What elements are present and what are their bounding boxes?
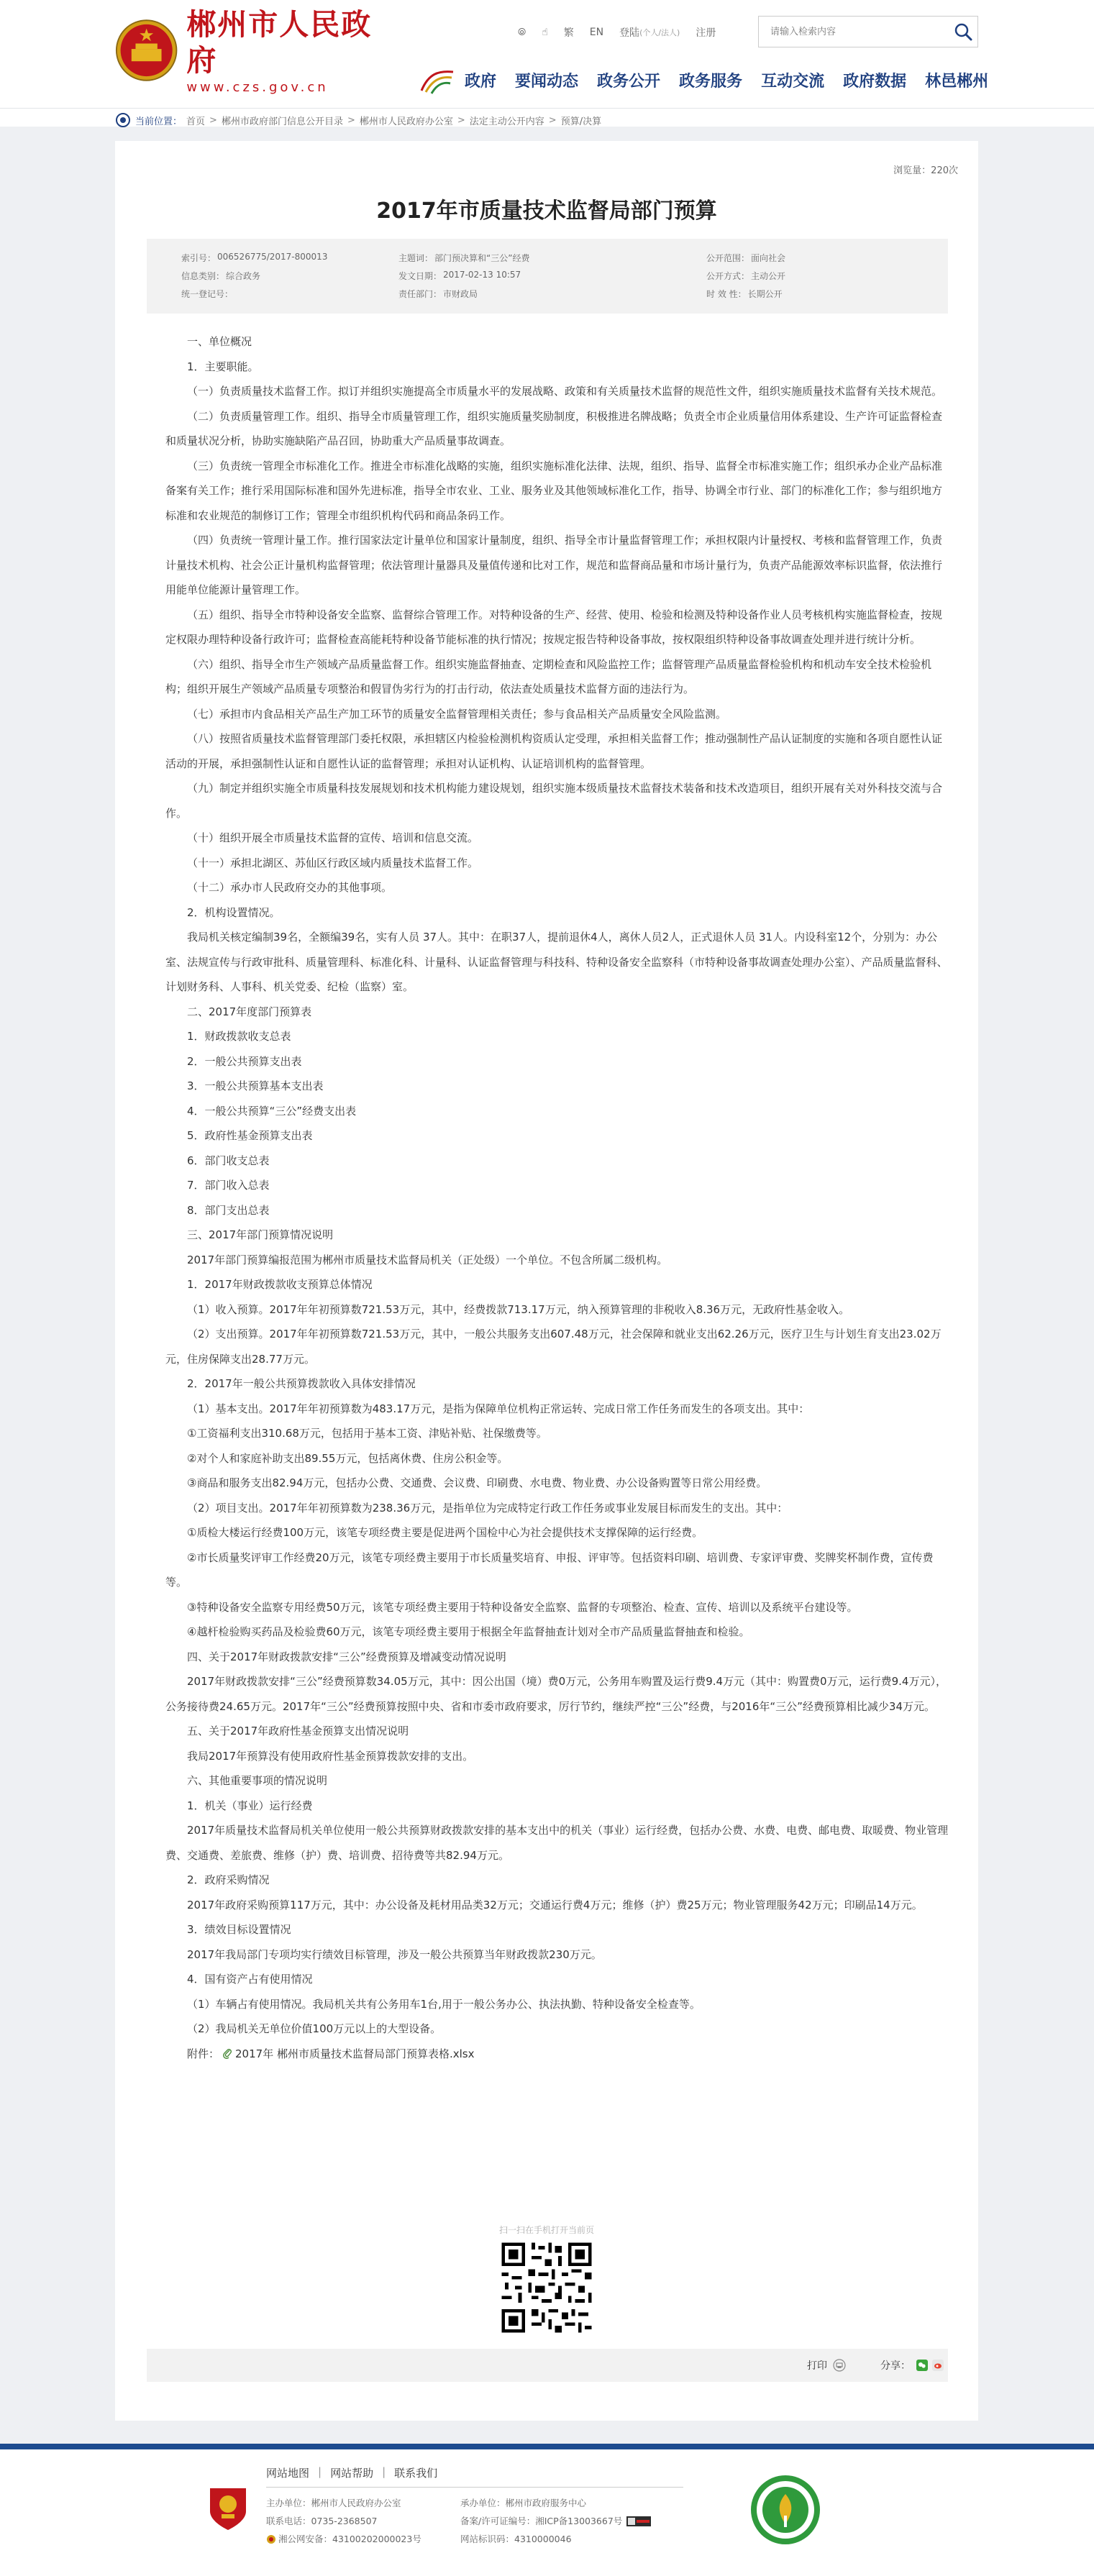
paragraph: 2017年部门预算编报范围为郴州市质量技术监督局机关（正处级）一个单位。不包含所属二级机构。: [187, 1253, 668, 1266]
paragraph: （1）收入预算。2017年年初预算数721.53万元，其中，经费拨款713.17万元，纳入预算管理的非税收入8.36万元，无政府性基金收入。: [187, 1302, 850, 1316]
sponsor-unit: 主办单位：郴州市人民政府办公室: [266, 2498, 401, 2508]
login-label: 登陆: [619, 27, 640, 39]
paragraph: 4．一般公共预算“三公”经费支出表: [187, 1104, 357, 1118]
meta-registration-number: 统一登记号：: [181, 289, 234, 299]
footer-info: [266, 2494, 651, 2548]
help-link[interactable]: 网站帮助: [330, 2467, 374, 2480]
print-label: 打印: [807, 2360, 827, 2372]
meta-scope: 公开范围： 面向社会: [706, 253, 786, 263]
paragraph: 2．一般公共预算支出表: [187, 1054, 302, 1068]
breadcrumb-separator: >: [457, 114, 465, 126]
weibo-share-icon[interactable]: [932, 2360, 944, 2371]
security-badge-icon[interactable]: [626, 2516, 651, 2526]
breadcrumb-budget[interactable]: 预算/决算: [560, 116, 602, 127]
search-input[interactable]: [759, 17, 949, 46]
paragraph: 2017年政府采购预算117万元，其中：办公设备及耗材用品类32万元；交通运行费4万元；维修（护）费25万元；物业管理服务42万元；印刷品14万元。: [187, 1898, 923, 1912]
footer-divider: [266, 2487, 683, 2488]
paragraph: ③商品和服务支出82.94万元，包括办公费、交通费、会议费、印刷费、水电费、物业费、办公设备购置等日常公用经费。: [187, 1476, 767, 1489]
breadcrumb-label: 当前位置：: [135, 116, 183, 127]
nav-item-linyi-chenzhou[interactable]: 林邑郴州: [925, 73, 989, 91]
article-title: 2017年市质量技术监督局部门预算: [376, 198, 717, 224]
meta-row: [147, 249, 948, 267]
footer-separator: |: [382, 2465, 386, 2478]
paragraph: ①质检大楼运行经费100万元，该笔专项经费主要是促进两个国检中心为社会提供技术支撑保障的运行经费。: [187, 1526, 703, 1539]
attachment-link[interactable]: 2017年 郴州市质量技术监督局部门预算表格.xlsx: [235, 2047, 475, 2060]
police-record: [266, 2530, 460, 2548]
footer-info-row: [266, 2512, 651, 2530]
meta-keywords: 主题词： 部门预决算和“三公”经费: [398, 253, 530, 263]
paragraph: 五、关于2017年政府性基金预算支出情况说明: [187, 1725, 409, 1737]
paragraph: ③特种设备安全监察专用经费50万元，该笔专项经费主要用于特种设备安全监察、监督的专项整治、检查、宣传、培训以及系统平台建设等。: [187, 1600, 858, 1614]
metadata-box: [147, 239, 948, 314]
paragraph: 2．政府采购情况: [187, 1873, 270, 1886]
meta-issue-date: 发文日期： 2017-02-13 10:57: [398, 270, 521, 281]
breadcrumb-office[interactable]: 郴州市人民政府办公室: [359, 116, 453, 127]
site-identifier: 网站标识码：4310000046: [460, 2534, 572, 2544]
paperclip-icon: [222, 2048, 234, 2060]
meta-department: 责任部门： 市财政局: [398, 289, 478, 299]
meta-validity: 时 效 性： 长期公开: [706, 289, 783, 299]
meta-row: [147, 285, 948, 303]
article-body: [165, 329, 949, 2066]
paragraph: ④越杆检验购买药品及检验费60万元，该笔专项经费主要用于根据全年监督抽查计划对全市产品质量监督抽查和检验。: [187, 1625, 750, 1638]
paragraph: （十一）承担北湖区、苏仙区行政区域内质量技术监督工作。: [187, 856, 479, 869]
paragraph: （2）项目支出。2017年年初预算数为238.36万元，是指单位为完成特定行政工作任务或事业发展目标而发生的支出。其中：: [187, 1501, 788, 1515]
meta-category: 信息类别： 综合政务: [181, 271, 261, 281]
sitemap-link[interactable]: 网站地图: [266, 2467, 310, 2480]
paragraph: （十）组织开展全市质量技术监督的宣传、培训和信息交流。: [187, 831, 479, 844]
qr-code-icon: [498, 2239, 595, 2336]
paragraph: 8．部门支出总表: [187, 1203, 270, 1217]
icp-record: [460, 2512, 651, 2530]
accessibility-icon[interactable]: ⦾: [518, 27, 527, 38]
nav-item-news[interactable]: 要闻动态: [515, 73, 579, 91]
paragraph: 1．主要职能。: [187, 360, 259, 373]
paragraph: （六）组织、指导全市生产领域产品质量监督工作。组织实施监督抽查、定期检查和风险监控工作；监督管理产品质量监督检验机构和机动车安全技术检验机构；组织开展生产领域产品质量专项整治和假冒伪劣行为的打击行动，依法查处质量技术监督方面的违法行为。: [165, 657, 932, 695]
paragraph: （2）支出预算。2017年年初预算数721.53万元，其中，一般公共服务支出607.48万元，社会保障和就业支出62.26万元，医疗卫生与计划生育支出23.02万元，住房保障支出28.77万元。: [165, 1328, 942, 1366]
paragraph: 4．国有资产占有使用情况: [187, 1973, 313, 1986]
search-icon: [954, 22, 972, 41]
paragraph: 1．财政拨款收支总表: [187, 1030, 291, 1043]
meta-row: [147, 267, 948, 285]
elder-mode-icon[interactable]: ☝: [542, 27, 548, 38]
paragraph: （八）按照省质量技术监督管理部门委托权限，承担辖区内检验检测机构资质认定受理，承担相关监督工作；推动强制性产品认证制度的实施和各项自愿性认证活动的开展，承担强制性认证和自愿性认证的监督管理；承担对认证机构、认证培训机构的监督管理。: [165, 732, 943, 770]
login-note: (个人/法人): [639, 28, 680, 37]
location-icon: [115, 112, 131, 128]
paragraph: 1．2017年财政拨款收支预算总体情况: [187, 1278, 373, 1291]
article: [115, 141, 978, 2421]
paragraph: 三、2017年部门预算情况说明: [187, 1228, 334, 1241]
paragraph: ②市长质量奖评审工作经费20万元，该笔专项经费主要用于市长质量奖培育、申报、评审等。包括资料印刷、培训费、专家评审费、奖牌奖杯制作费，宣传费等。: [165, 1550, 934, 1589]
paragraph: 3．绩效目标设置情况: [187, 1923, 291, 1936]
paragraph: 2017年我局部门专项均实行绩效目标管理，涉及一般公共预算当年财政拨款230万元。: [187, 1947, 602, 1961]
view-count: 浏览量：220次: [893, 165, 958, 176]
paragraph: 7．部门收入总表: [187, 1179, 270, 1192]
paragraph: 2017年财政拨款安排“三公”经费预算数34.05万元，其中：因公出国（境）费0万元，公务用车购置及运行费9.4万元（其中：购置费0万元，运行费9.4万元），公务接待费24.65万元。2017年“三公”经费预算按照中央、省和市委市政府要求，厉行节约，继续严控“三公”经费，与2016年“三公”经费预算相比减少34万元。: [165, 1675, 947, 1713]
breadcrumb: [115, 111, 601, 129]
meta-index-number: 索引号： 006526775/2017-800013: [181, 252, 328, 263]
contact-link[interactable]: 联系我们: [394, 2467, 438, 2480]
qr-caption: 扫一扫在手机打开当前页: [498, 2225, 594, 2235]
paragraph: （1）车辆占有使用情况。我局机关共有公务用车1台,用于一般公务办公、执法执勤、特种设备安全检查等。: [187, 1997, 701, 2011]
paragraph: （2）我局机关无单位价值100万元以上的大型设备。: [187, 2022, 442, 2035]
nav-item-government[interactable]: 政府: [465, 73, 497, 91]
paragraph: 2．机构设置情况。: [187, 905, 281, 919]
print-button[interactable]: [807, 2358, 846, 2372]
national-emblem-icon: [115, 17, 178, 83]
top-links: [518, 22, 731, 43]
main-nav: [465, 68, 1007, 96]
paragraph: 四、关于2017年财政拨款安排“三公”经费预算及增减变动情况说明: [187, 1650, 506, 1663]
traditional-chinese-link[interactable]: 繁: [563, 27, 574, 39]
breadcrumb-separator: >: [347, 114, 355, 126]
paragraph: 3．一般公共预算基本支出表: [187, 1079, 324, 1092]
paragraph: ②对个人和家庭补助支出89.55万元，包括离休费、住房公积金等。: [187, 1451, 509, 1465]
footer-stripe: [0, 2444, 1094, 2449]
site-logo[interactable]: [115, 6, 392, 95]
english-link[interactable]: EN: [589, 27, 604, 38]
government-error-report-badge-icon[interactable]: [749, 2474, 821, 2546]
paragraph: （十二）承办市人民政府交办的其他事项。: [187, 881, 393, 894]
breadcrumb-separator: >: [209, 114, 217, 126]
footer-separator: |: [318, 2465, 322, 2478]
paragraph: （1）基本支出。2017年年初预算数为483.17万元，是指为保障单位机构正常运转、完成日常工作任务而发生的各项支出。其中：: [187, 1402, 810, 1415]
breadcrumb-separator: >: [548, 114, 557, 126]
police-badge-icon: [266, 2534, 276, 2544]
site-name: 郴州市人民政府: [186, 6, 373, 78]
paragraph: 一、单位概况: [187, 335, 252, 348]
paragraph: 我局2017年预算没有使用政府性基金预算拨款安排的支出。: [187, 1749, 474, 1763]
paragraph: 二、2017年度部门预算表: [187, 1005, 312, 1018]
search-box: [758, 16, 978, 47]
paragraph: 1．机关（事业）运行经费: [187, 1799, 313, 1812]
nav-item-data[interactable]: 政府数据: [843, 73, 907, 91]
paragraph: 六、其他重要事项的情况说明: [187, 1774, 328, 1787]
paragraph: 我局机关核定编制39名，全额编39名，实有人员 37人。其中：在职37人，提前退休4人，离休人员2人，正式退休人员 31人。内设科室12个，分别为：办公室、法规宣传与行政审批科、质量管理科、标准化科、计量科、认证监督管理与科技科、特种设备安全监察科（市特种设备事故调查处理办公室）、产品质量监督科、计划财务科、人事科、机关党委、纪检（监察）室。: [165, 931, 948, 993]
footer-info-row: [266, 2530, 651, 2548]
paragraph: （九）制定并组织实施全市质量科技发展规划和技术机构能力建设规划，组织实施本级质量技术监督技术装备和技术改造项目，组织开展有关对外科技交流与合作。: [165, 782, 943, 820]
nav-item-services[interactable]: 政务服务: [679, 73, 743, 91]
nav-decoration-icon: [416, 66, 459, 96]
paragraph: （五）组织、指导全市特种设备安全监察、监督综合管理工作。对特种设备的生产、经营、使用、检验和检测及特种设备作业人员考核机构实施监督检查，按规定权限办理特种设备行政许可；监督检查高能耗特种设备节能标准的执行情况；按规定报告特种设备事故，按权限组织特种设备事故调查处理并进行统计分析。: [165, 608, 943, 646]
wechat-share-icon[interactable]: [916, 2360, 928, 2371]
paragraph: 2．2017年一般公共预算拨款收入具体安排情况: [187, 1377, 416, 1390]
police-record-text[interactable]: 湘公网安备：43100202000023号: [278, 2534, 421, 2544]
paragraph: 5．政府性基金预算支出表: [187, 1129, 313, 1142]
register-link[interactable]: 注册: [696, 27, 716, 39]
paragraph: （三）负责统一管理全市标准化工作。推进全市标准化战略的实施，组织实施标准化法律、法规，组织、指导、监督全市标准实施工作；组织承办企业产品标准备案有关工作；推行采用国际标准和国外先进标准，指导全市农业、工业、服务业及其他领域标准化工作，指导、协调全市行业、部门的标准化工作；参与组织地方标准和农业规范的制修订工作；管理全市组织机构代码和商品条码工作。: [165, 459, 943, 522]
paragraph: 6．部门收支总表: [187, 1154, 270, 1167]
paragraph: （一）负责质量技术监督工作。拟订并组织实施提高全市质量水平的发展战略、政策和有关质量技术监督的规范性文件，组织实施质量技术监督有关技术规范。: [187, 385, 943, 398]
breadcrumb-disclosure[interactable]: 法定主动公开内容: [469, 116, 544, 127]
search-button[interactable]: [949, 17, 977, 46]
paragraph: 2017年质量技术监督局机关单位使用一般公共预算财政拨款安排的基本支出中的机关（事业）运行经费，包括办公费、水费、电费、邮电费、取暖费、物业管理费、交通费、差旅费、维修（护）费、培训费、招待费等共82.94万元。: [165, 1824, 949, 1862]
site-url: www.czs.gov.cn: [186, 79, 329, 95]
contact-phone: 联系电话：0735-2368507: [266, 2516, 378, 2526]
header-divider: [0, 108, 1094, 109]
attachment: [165, 2042, 949, 2067]
paragraph: （七）承担市内食品相关产品生产加工环节的质量安全监督管理相关责任；参与食品相关产品质量安全风险监测。: [187, 707, 727, 721]
print-icon: [833, 2359, 846, 2372]
icp-record-text[interactable]: 备案/许可证编号：湘ICP备13003667号: [460, 2516, 623, 2526]
meta-method: 公开方式： 主动公开: [706, 271, 786, 281]
share-label: 分享：: [880, 2360, 911, 2372]
attachment-label: 附件：: [187, 2047, 220, 2060]
site-header: [0, 0, 1094, 127]
site-footer: [0, 2449, 1094, 2576]
paragraph: （四）负责统一管理计量工作。推行国家法定计量单位和国家计量制度，组织、指导全市计量监督管理工作；承担权限内计量授权、考核和监督管理工作，负责计量技术机构、社会公正计量机构监督管理；依法管理计量器具及量值传递和比对工作，规范和监督商品量和市场计量行为，负责产品能源效率标识监督，依法推行用能单位能源计量管理工作。: [165, 534, 943, 596]
login-link[interactable]: [619, 25, 680, 40]
footer-links: [266, 2465, 446, 2480]
article-actions: [147, 2349, 948, 2382]
breadcrumb-home[interactable]: 首页: [186, 116, 206, 127]
paragraph: （二）负责质量管理工作。组织、指导全市质量管理工作，组织实施质量奖励制度，积极推进名牌战略；负责全市企业质量信用体系建设、生产许可证监督检查和质量状况分析，协助实施缺陷产品召回，协助重大产品质量事故调查。: [165, 409, 943, 447]
nav-item-public-affairs[interactable]: 政务公开: [597, 73, 661, 91]
paragraph: ①工资福利支出310.68万元，包括用于基本工资、津贴补贴、社保缴费等。: [187, 1427, 547, 1440]
party-emblem-icon: [203, 2483, 253, 2533]
logo-text: [186, 6, 392, 95]
breadcrumb-directory[interactable]: 郴州市政府部门信息公开目录: [221, 116, 343, 127]
nav-item-interaction[interactable]: 互动交流: [761, 73, 825, 91]
operator-unit: 承办单位：郴州市政府服务中心: [460, 2498, 587, 2508]
footer-info-row: [266, 2494, 651, 2512]
